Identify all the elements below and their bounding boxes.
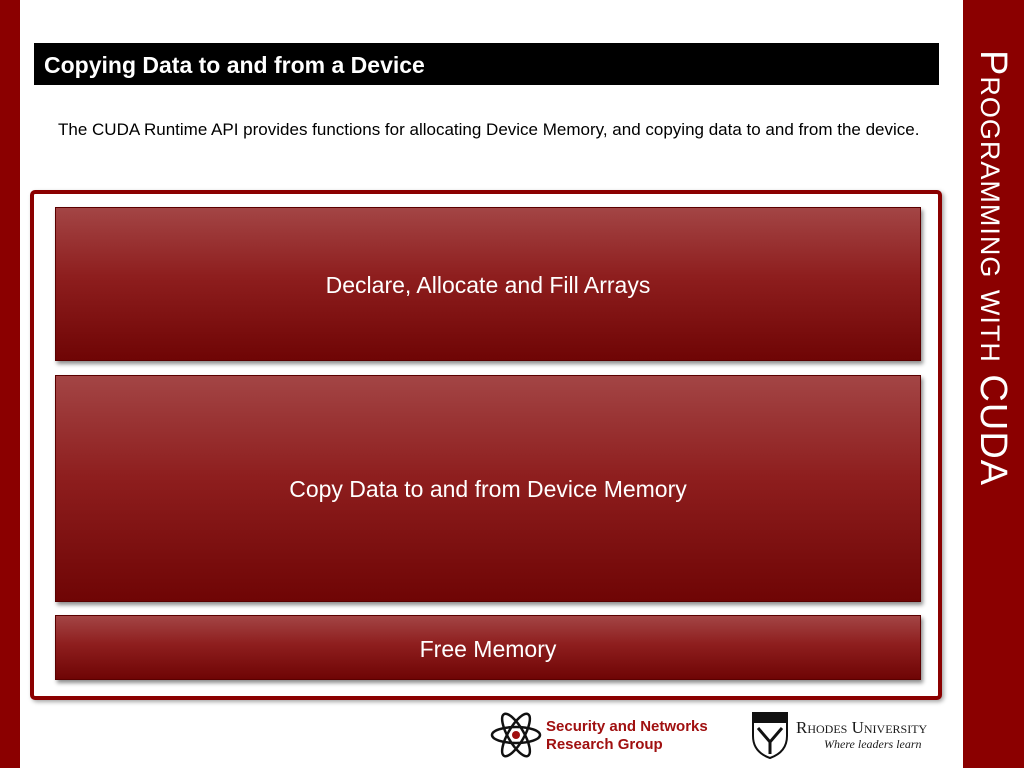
intro-paragraph: The CUDA Runtime API provides functions for allocating Device Memory, and copying data to and from the device.: [58, 120, 920, 139]
group-logo-line2: Research Group: [546, 736, 663, 753]
atom-icon: [488, 710, 544, 760]
slide-title: Copying Data to and from a Device: [44, 52, 425, 78]
left-accent-bar: [0, 0, 20, 768]
step-box-declare: [55, 207, 921, 361]
rhodes-university-logo: [748, 710, 948, 762]
step-label-free: Free Memory: [419, 636, 557, 662]
slide-title-bar: [34, 43, 939, 85]
security-networks-logo: [488, 710, 733, 760]
university-name: Rhodes University: [796, 718, 928, 737]
university-tagline: Where leaders learn: [824, 737, 922, 751]
step-label-copy: Copy Data to and from Device Memory: [289, 476, 687, 502]
step-box-copy: [55, 375, 921, 602]
vertical-course-title: Programming with CUDA: [972, 50, 1014, 487]
crest-icon: [750, 710, 790, 760]
step-label-declare: Declare, Allocate and Fill Arrays: [325, 272, 651, 298]
step-box-free: [55, 615, 921, 680]
group-logo-line1: Security and Networks: [546, 718, 708, 735]
